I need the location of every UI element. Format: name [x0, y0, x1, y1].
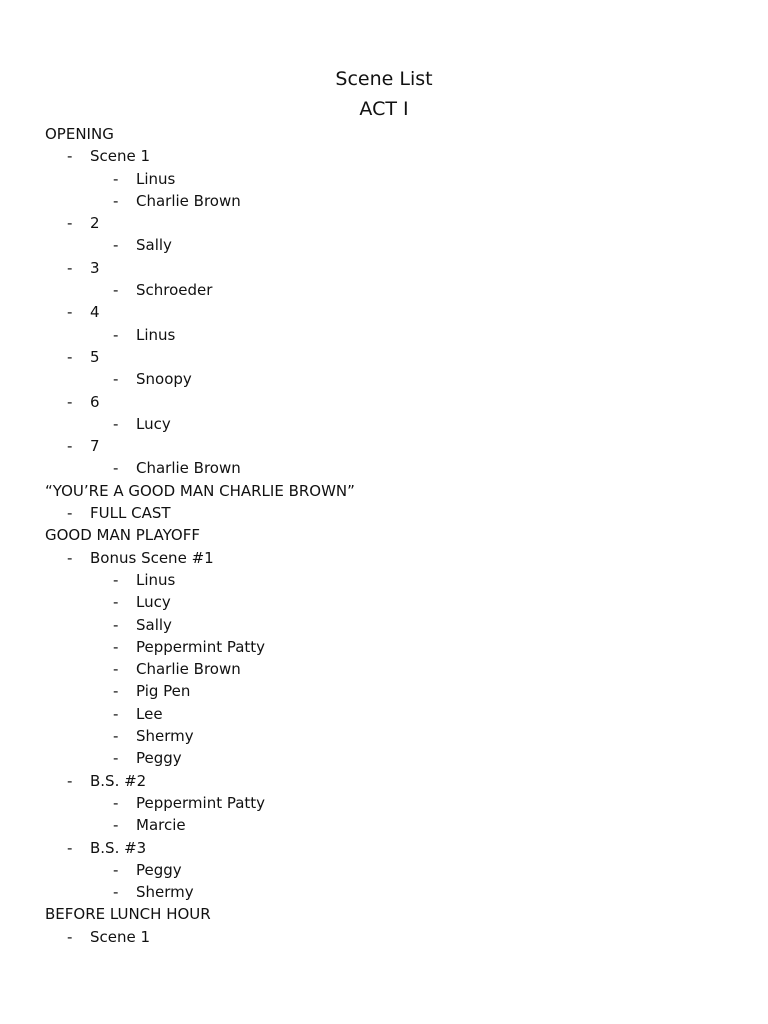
scene-item	[0, 346, 768, 368]
scene-item	[0, 301, 768, 323]
character-item	[0, 814, 768, 836]
list-item-text: Peggy	[136, 749, 182, 768]
character-item	[0, 324, 768, 346]
list-item-text: Lee	[136, 704, 163, 723]
list-item-text: Scene 1	[90, 147, 151, 166]
list-item-text: Peppermint Patty	[136, 793, 266, 812]
list-item-text: Charlie Brown	[136, 191, 241, 210]
character-item	[0, 368, 768, 390]
bullet-dash: -	[67, 838, 73, 857]
bullet-dash: -	[113, 325, 119, 344]
bullet-dash: -	[113, 704, 119, 723]
character-item	[0, 725, 768, 747]
scene-item	[0, 502, 768, 524]
bullet-dash: -	[67, 347, 73, 366]
character-item	[0, 190, 768, 212]
bullet-dash: -	[67, 214, 73, 233]
character-item	[0, 413, 768, 435]
bullet-dash: -	[113, 570, 119, 589]
bullet-dash: -	[113, 860, 119, 879]
list-item-text: 3	[90, 258, 100, 277]
list-item-text: Linus	[136, 570, 176, 589]
list-item-text: Shermy	[136, 727, 194, 746]
bullet-dash: -	[113, 660, 119, 679]
bullet-dash: -	[113, 191, 119, 210]
list-item-text: Shermy	[136, 883, 194, 902]
document-title: Scene List	[335, 68, 433, 90]
character-item	[0, 614, 768, 636]
bullet-dash: -	[113, 593, 119, 612]
section-heading	[0, 524, 768, 546]
character-item	[0, 658, 768, 680]
scene-item	[0, 547, 768, 569]
bullet-dash: -	[67, 927, 73, 946]
bullet-dash: -	[113, 615, 119, 634]
scene-item	[0, 770, 768, 792]
scene-item	[0, 435, 768, 457]
character-item	[0, 279, 768, 301]
bullet-dash: -	[113, 370, 119, 389]
list-item-text: Peggy	[136, 860, 182, 879]
character-item	[0, 703, 768, 725]
character-item	[0, 569, 768, 591]
list-item-text: Lucy	[136, 593, 171, 612]
list-item-text: OPENING	[45, 125, 114, 143]
bullet-dash: -	[67, 771, 73, 790]
document-subtitle: ACT I	[359, 98, 409, 120]
list-item-text: Scene 1	[90, 927, 151, 946]
list-item-text: Linus	[136, 325, 176, 344]
scene-item	[0, 212, 768, 234]
character-item	[0, 168, 768, 190]
list-item-text: B.S. #2	[90, 771, 147, 790]
bullet-dash: -	[67, 548, 73, 567]
list-item-text: Sally	[136, 615, 172, 634]
bullet-dash: -	[67, 437, 73, 456]
bullet-dash: -	[113, 883, 119, 902]
bullet-dash: -	[113, 816, 119, 835]
section-heading	[0, 123, 768, 145]
scene-item	[0, 926, 768, 948]
bullet-dash: -	[113, 459, 119, 478]
character-item	[0, 234, 768, 256]
bullet-dash: -	[113, 727, 119, 746]
list-item-text: Sally	[136, 236, 172, 255]
list-item-text: Pig Pen	[136, 682, 191, 701]
list-item-text: B.S. #3	[90, 838, 147, 857]
character-item	[0, 680, 768, 702]
list-item-text: “YOU’RE A GOOD MAN CHARLIE BROWN”	[45, 481, 355, 500]
bullet-dash: -	[113, 637, 119, 656]
bullet-dash: -	[113, 749, 119, 768]
list-item-text: 6	[90, 392, 100, 411]
bullet-dash: -	[113, 236, 119, 255]
list-item-text: 4	[90, 303, 100, 322]
character-item	[0, 859, 768, 881]
list-item-text: Linus	[136, 169, 176, 188]
scene-item	[0, 391, 768, 413]
scene-item	[0, 837, 768, 859]
list-item-text: Schroeder	[136, 281, 213, 300]
character-item	[0, 881, 768, 903]
list-item-text: 7	[90, 437, 100, 456]
bullet-dash: -	[67, 303, 73, 322]
list-item-text: Charlie Brown	[136, 660, 241, 679]
section-heading	[0, 480, 768, 502]
list-item-text: GOOD MAN PLAYOFF	[45, 526, 200, 545]
character-item	[0, 457, 768, 479]
bullet-dash: -	[113, 682, 119, 701]
character-item	[0, 747, 768, 769]
character-item	[0, 792, 768, 814]
bullet-dash: -	[67, 147, 73, 166]
scene-item	[0, 145, 768, 167]
list-item-text: 5	[90, 347, 100, 366]
bullet-dash: -	[67, 504, 73, 523]
section-heading	[0, 903, 768, 925]
bullet-dash: -	[67, 392, 73, 411]
list-item-text: Marcie	[136, 816, 186, 835]
list-item-text: BEFORE LUNCH HOUR	[45, 905, 211, 924]
list-item-text: 2	[90, 214, 100, 233]
scene-list	[0, 123, 768, 948]
character-item	[0, 636, 768, 658]
list-item-text: Snoopy	[136, 370, 192, 389]
bullet-dash: -	[113, 281, 119, 300]
list-item-text: FULL CAST	[90, 504, 171, 523]
bullet-dash: -	[113, 414, 119, 433]
bullet-dash: -	[113, 169, 119, 188]
bullet-dash: -	[113, 793, 119, 812]
character-item	[0, 591, 768, 613]
bullet-dash: -	[67, 258, 73, 277]
list-item-text: Charlie Brown	[136, 459, 241, 478]
scene-item	[0, 257, 768, 279]
list-item-text: Peppermint Patty	[136, 637, 266, 656]
list-item-text: Bonus Scene #1	[90, 548, 214, 567]
list-item-text: Lucy	[136, 414, 171, 433]
